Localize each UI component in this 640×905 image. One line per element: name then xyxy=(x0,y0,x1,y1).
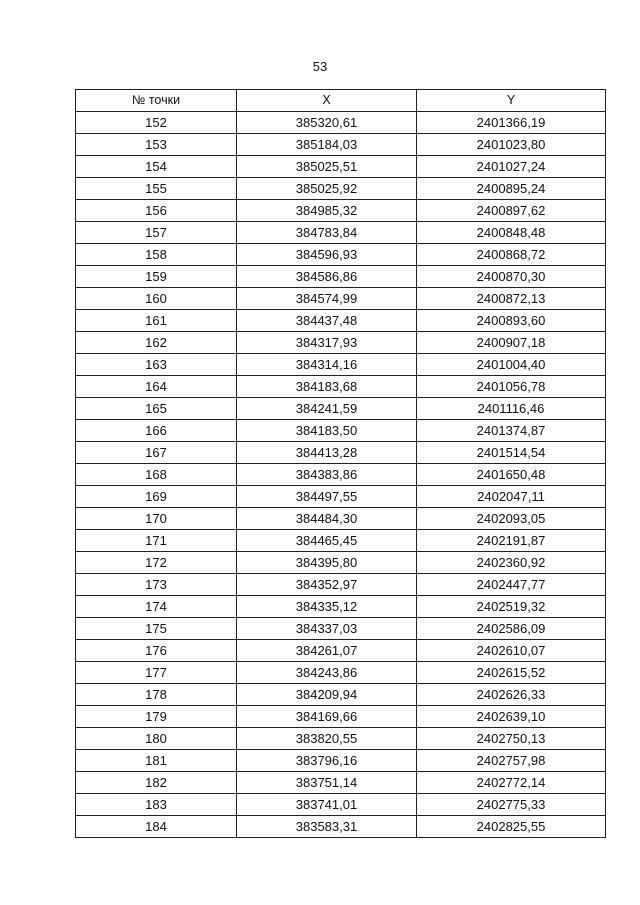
table-row xyxy=(76,244,606,266)
cell-x: 384574,99 xyxy=(237,288,417,310)
header-x: X xyxy=(237,90,417,112)
table-row xyxy=(76,420,606,442)
cell-point-number: 178 xyxy=(76,684,237,706)
cell-x: 383796,16 xyxy=(237,750,417,772)
cell-y: 2400893,60 xyxy=(417,310,606,332)
cell-point-number: 163 xyxy=(76,354,237,376)
table-row xyxy=(76,178,606,200)
cell-point-number: 169 xyxy=(76,486,237,508)
cell-x: 383741,01 xyxy=(237,794,417,816)
table-row xyxy=(76,728,606,750)
cell-point-number: 164 xyxy=(76,376,237,398)
cell-x: 384183,50 xyxy=(237,420,417,442)
cell-x: 384586,86 xyxy=(237,266,417,288)
table-row xyxy=(76,640,606,662)
table-row xyxy=(76,376,606,398)
cell-point-number: 181 xyxy=(76,750,237,772)
cell-point-number: 153 xyxy=(76,134,237,156)
cell-x: 384209,94 xyxy=(237,684,417,706)
cell-y: 2402775,33 xyxy=(417,794,606,816)
table-row xyxy=(76,684,606,706)
cell-y: 2401027,24 xyxy=(417,156,606,178)
cell-x: 384484,30 xyxy=(237,508,417,530)
cell-x: 384337,03 xyxy=(237,618,417,640)
table-row xyxy=(76,310,606,332)
cell-point-number: 157 xyxy=(76,222,237,244)
cell-y: 2402825,55 xyxy=(417,816,606,838)
cell-y: 2402626,33 xyxy=(417,684,606,706)
header-y: Y xyxy=(417,90,606,112)
table-row xyxy=(76,574,606,596)
cell-y: 2401004,40 xyxy=(417,354,606,376)
cell-point-number: 182 xyxy=(76,772,237,794)
table-row xyxy=(76,200,606,222)
cell-x: 384183,68 xyxy=(237,376,417,398)
cell-x: 385320,61 xyxy=(237,112,417,134)
cell-point-number: 180 xyxy=(76,728,237,750)
coordinates-table xyxy=(75,89,606,838)
cell-y: 2401366,19 xyxy=(417,112,606,134)
table-row xyxy=(76,112,606,134)
cell-y: 2402772,14 xyxy=(417,772,606,794)
cell-point-number: 172 xyxy=(76,552,237,574)
table-row xyxy=(76,156,606,178)
table-row xyxy=(76,398,606,420)
cell-y: 2402757,98 xyxy=(417,750,606,772)
cell-y: 2400895,24 xyxy=(417,178,606,200)
cell-point-number: 184 xyxy=(76,816,237,838)
cell-x: 384395,80 xyxy=(237,552,417,574)
cell-x: 384169,66 xyxy=(237,706,417,728)
table-row xyxy=(76,464,606,486)
table-row xyxy=(76,794,606,816)
table-row xyxy=(76,332,606,354)
cell-y: 2401374,87 xyxy=(417,420,606,442)
cell-x: 385025,92 xyxy=(237,178,417,200)
cell-point-number: 183 xyxy=(76,794,237,816)
table-row xyxy=(76,552,606,574)
cell-point-number: 154 xyxy=(76,156,237,178)
cell-x: 384413,28 xyxy=(237,442,417,464)
cell-point-number: 167 xyxy=(76,442,237,464)
table-row xyxy=(76,596,606,618)
cell-y: 2402447,77 xyxy=(417,574,606,596)
table-row xyxy=(76,530,606,552)
cell-x: 384497,55 xyxy=(237,486,417,508)
table-header xyxy=(76,90,606,112)
cell-y: 2401650,48 xyxy=(417,464,606,486)
cell-y: 2402191,87 xyxy=(417,530,606,552)
cell-x: 384241,59 xyxy=(237,398,417,420)
cell-x: 384261,07 xyxy=(237,640,417,662)
page-number: 53 xyxy=(312,59,328,74)
cell-x: 384465,45 xyxy=(237,530,417,552)
cell-x: 384437,48 xyxy=(237,310,417,332)
cell-y: 2402610,07 xyxy=(417,640,606,662)
cell-point-number: 174 xyxy=(76,596,237,618)
table-row xyxy=(76,816,606,838)
table-row xyxy=(76,354,606,376)
cell-y: 2402360,92 xyxy=(417,552,606,574)
cell-y: 2400907,18 xyxy=(417,332,606,354)
cell-y: 2400848,48 xyxy=(417,222,606,244)
table-row xyxy=(76,222,606,244)
cell-y: 2401023,80 xyxy=(417,134,606,156)
cell-point-number: 173 xyxy=(76,574,237,596)
cell-point-number: 166 xyxy=(76,420,237,442)
table-row xyxy=(76,706,606,728)
cell-x: 385184,03 xyxy=(237,134,417,156)
cell-x: 384783,84 xyxy=(237,222,417,244)
cell-y: 2402586,09 xyxy=(417,618,606,640)
table-body xyxy=(76,112,606,838)
cell-x: 384314,16 xyxy=(237,354,417,376)
table-row xyxy=(76,266,606,288)
cell-point-number: 155 xyxy=(76,178,237,200)
cell-x: 385025,51 xyxy=(237,156,417,178)
cell-y: 2401056,78 xyxy=(417,376,606,398)
cell-y: 2402615,52 xyxy=(417,662,606,684)
table-row xyxy=(76,618,606,640)
cell-point-number: 159 xyxy=(76,266,237,288)
cell-point-number: 162 xyxy=(76,332,237,354)
cell-point-number: 152 xyxy=(76,112,237,134)
cell-y: 2401514,54 xyxy=(417,442,606,464)
cell-x: 383583,31 xyxy=(237,816,417,838)
header-row xyxy=(76,90,606,112)
cell-point-number: 168 xyxy=(76,464,237,486)
cell-x: 384596,93 xyxy=(237,244,417,266)
cell-y: 2402519,32 xyxy=(417,596,606,618)
cell-y: 2402093,05 xyxy=(417,508,606,530)
table-row xyxy=(76,442,606,464)
table-row xyxy=(76,134,606,156)
cell-point-number: 171 xyxy=(76,530,237,552)
cell-point-number: 175 xyxy=(76,618,237,640)
table-row xyxy=(76,508,606,530)
cell-x: 384985,32 xyxy=(237,200,417,222)
table-row xyxy=(76,486,606,508)
cell-y: 2402047,11 xyxy=(417,486,606,508)
table-row xyxy=(76,288,606,310)
cell-point-number: 177 xyxy=(76,662,237,684)
cell-y: 2400870,30 xyxy=(417,266,606,288)
header-point-number: № точки xyxy=(76,90,237,112)
cell-point-number: 176 xyxy=(76,640,237,662)
cell-y: 2401116,46 xyxy=(417,398,606,420)
cell-y: 2400868,72 xyxy=(417,244,606,266)
cell-x: 383751,14 xyxy=(237,772,417,794)
cell-x: 383820,55 xyxy=(237,728,417,750)
cell-x: 384317,93 xyxy=(237,332,417,354)
table-row xyxy=(76,750,606,772)
cell-point-number: 170 xyxy=(76,508,237,530)
cell-point-number: 158 xyxy=(76,244,237,266)
cell-y: 2400897,62 xyxy=(417,200,606,222)
cell-point-number: 161 xyxy=(76,310,237,332)
cell-x: 384383,86 xyxy=(237,464,417,486)
cell-point-number: 156 xyxy=(76,200,237,222)
cell-y: 2402750,13 xyxy=(417,728,606,750)
cell-point-number: 179 xyxy=(76,706,237,728)
cell-x: 384352,97 xyxy=(237,574,417,596)
table-row xyxy=(76,662,606,684)
cell-x: 384335,12 xyxy=(237,596,417,618)
cell-y: 2402639,10 xyxy=(417,706,606,728)
cell-point-number: 160 xyxy=(76,288,237,310)
table-row xyxy=(76,772,606,794)
cell-y: 2400872,13 xyxy=(417,288,606,310)
cell-point-number: 165 xyxy=(76,398,237,420)
cell-x: 384243,86 xyxy=(237,662,417,684)
